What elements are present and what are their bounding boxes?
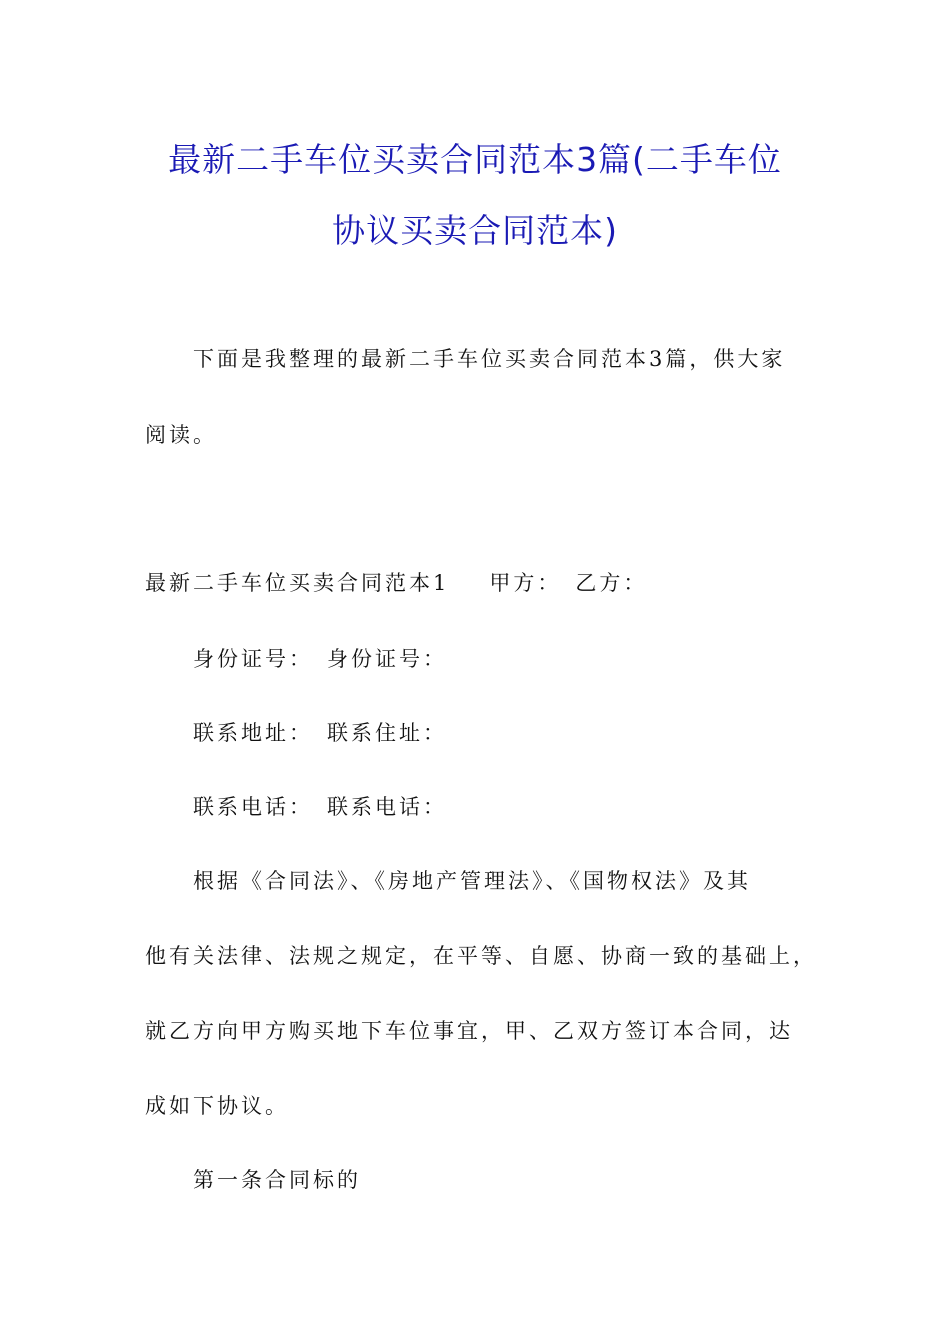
id-number-row	[193, 644, 447, 674]
section-1-header-row	[145, 568, 647, 598]
id-number-a-label: 身份证号：	[193, 647, 313, 671]
phone-b-label: 联系电话：	[327, 795, 447, 819]
intro-line-2: 阅读。	[145, 423, 217, 447]
phone-row	[193, 792, 447, 822]
paragraph-1-line-1: 根据《合同法》、《房地产管理法》、《国物权法》及其	[193, 869, 751, 893]
document-title-line-2: 协议买卖合同范本)	[332, 211, 618, 250]
paragraph-1-line-4: 成如下协议。	[145, 1094, 289, 1118]
party-b-label: 乙方：	[575, 571, 648, 595]
article-1-heading: 第一条合同标的	[193, 1168, 361, 1192]
address-row	[193, 718, 447, 748]
phone-a-label: 联系电话：	[193, 795, 313, 819]
section-1-heading: 最新二手车位买卖合同范本1	[145, 571, 450, 595]
id-number-b-label: 身份证号：	[327, 647, 447, 671]
address-a-label: 联系地址：	[193, 721, 313, 745]
paragraph-1-line-2: 他有关法律、法规之规定，在平等、自愿、协商一致的基础上，	[145, 944, 817, 968]
party-a-label: 甲方：	[489, 571, 562, 595]
address-b-label: 联系住址：	[327, 721, 447, 745]
paragraph-1-line-3: 就乙方向甲方购买地下车位事宜，甲、乙双方签订本合同，达	[145, 1019, 793, 1043]
intro-line-1: 下面是我整理的最新二手车位买卖合同范本3篇，供大家	[193, 347, 786, 371]
document-title-line-1: 最新二手车位买卖合同范本3篇(二手车位	[168, 140, 782, 179]
